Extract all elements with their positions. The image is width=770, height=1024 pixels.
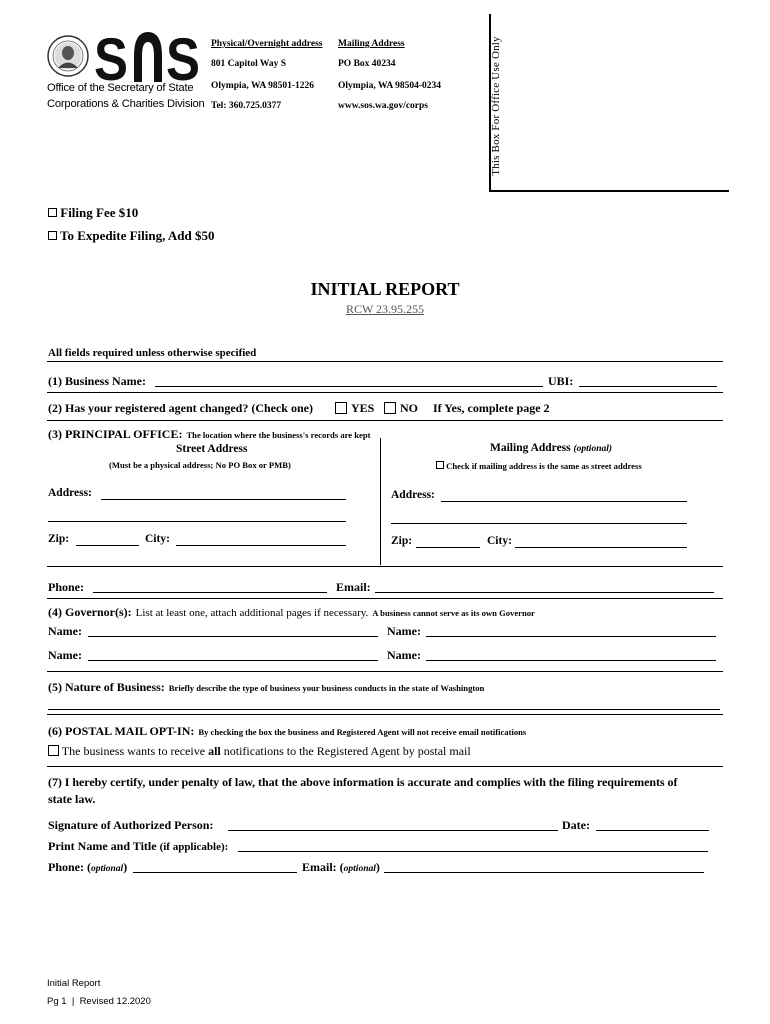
date-field[interactable]: [596, 830, 709, 831]
website-link[interactable]: www.sos.wa.gov/corps: [338, 101, 428, 111]
mailing-optional: (optional): [573, 444, 613, 454]
yes-label: YES: [351, 401, 375, 415]
print-name-text: Print Name and Title: [48, 839, 157, 853]
street-address-note: (Must be a physical address; No PO Box or PMB): [109, 460, 291, 470]
state-seal-icon: [47, 35, 89, 77]
office-use-box: [489, 14, 729, 192]
agent-changed-question: (2) Has your registered agent changed? (Check one): [48, 401, 313, 415]
physical-address-title: Physical/Overnight address: [211, 39, 323, 49]
same-address-checkbox[interactable]: [436, 461, 444, 469]
sig-phone-optional: optional: [91, 864, 124, 874]
certify-text-2: state law.: [48, 792, 96, 806]
governors-title: (4) Governor(s):: [48, 605, 132, 619]
mailing-city-label: City:: [487, 535, 512, 547]
email-label: Email:: [336, 580, 371, 594]
mailing-address-label: Address:: [391, 489, 435, 501]
governor-name-label: Name:: [387, 624, 421, 638]
postal-optin-heading: [48, 722, 526, 740]
mailing-heading-text: Mailing Address: [490, 442, 571, 454]
street-address-field-2[interactable]: [48, 521, 346, 522]
agent-changed-note: If Yes, complete page 2: [433, 401, 550, 415]
sig-phone-label: Phone: (optional): [48, 860, 128, 874]
filing-fee-checkbox[interactable]: [48, 208, 57, 217]
phone-field[interactable]: [93, 592, 327, 593]
governor-name-field-3[interactable]: [88, 660, 378, 661]
certify-text: (7) I hereby certify, under penalty of law, that the above information is accurate and complies with the filing requirements of: [48, 775, 678, 789]
required-note: All fields required unless otherwise specified: [48, 347, 257, 359]
ubi-label: UBI:: [548, 374, 574, 388]
ubi-field[interactable]: [579, 386, 717, 387]
print-name-suffix: (if applicable):: [159, 841, 229, 853]
office-name: Office of the Secretary of State: [47, 82, 194, 94]
email-field[interactable]: [375, 592, 714, 593]
rcw-reference[interactable]: RCW 23.95.255: [345, 302, 425, 316]
street-zip-field[interactable]: [76, 545, 139, 546]
expedite-label: To Expedite Filing, Add $50: [60, 228, 215, 243]
nature-heading: [48, 678, 484, 696]
phone-label: Phone:: [48, 580, 84, 594]
street-address-field[interactable]: [101, 499, 346, 500]
date-label: Date:: [562, 818, 590, 832]
expedite-checkbox[interactable]: [48, 231, 57, 240]
street-address-heading: Street Address: [176, 443, 248, 455]
principal-office-subtitle: The location where the business's records are kept: [186, 430, 371, 440]
postal-optin-title: (6) POSTAL MAIL OPT-IN:: [48, 724, 195, 738]
physical-address-line: Tel: 360.725.0377: [211, 101, 282, 111]
same-address-label: Check if mailing address is the same as street address: [446, 461, 642, 471]
business-name-field[interactable]: [155, 386, 543, 387]
business-name-label: (1) Business Name:: [48, 374, 146, 388]
nature-title: (5) Nature of Business:: [48, 680, 165, 694]
no-label: NO: [400, 401, 418, 415]
divider: [47, 714, 723, 715]
svg-text:S: S: [166, 26, 200, 93]
governor-name-label: Name:: [48, 648, 82, 662]
physical-address-line: Olympia, WA 98501-1226: [211, 81, 315, 91]
divider: [47, 766, 723, 767]
column-divider: [380, 438, 381, 565]
mailing-address-heading: [490, 442, 612, 454]
governors-heading: [48, 603, 535, 621]
sig-phone-text: Phone:: [48, 860, 84, 874]
postal-optin-option[interactable]: [48, 744, 471, 759]
mailing-address-line: Olympia, WA 98504-0234: [338, 81, 442, 91]
office-use-label: This Box For Office Use Only: [490, 36, 502, 176]
postal-optin-text-pre: The business wants to receive: [61, 744, 209, 758]
mailing-city-field[interactable]: [515, 547, 687, 548]
divider: [47, 420, 723, 421]
governor-name-label: Name:: [48, 624, 82, 638]
sig-email-optional: optional: [343, 864, 376, 874]
mailing-zip-label: Zip:: [391, 535, 413, 547]
mailing-address-title: Mailing Address: [338, 39, 405, 49]
postal-optin-text-bold: all: [208, 744, 221, 758]
governor-name-field-1[interactable]: [88, 636, 378, 637]
mailing-zip-field[interactable]: [416, 547, 480, 548]
principal-office-heading: [48, 425, 371, 443]
nature-field[interactable]: [48, 709, 720, 710]
footer-title: Initial Report: [47, 978, 101, 989]
agent-changed-no-checkbox[interactable]: [384, 402, 396, 414]
divider: [47, 671, 723, 672]
signature-field[interactable]: [228, 830, 558, 831]
footer-page: Pg 1 | Revised 12.2020: [47, 996, 151, 1007]
sig-email-field[interactable]: [384, 872, 704, 873]
form-title: INITIAL REPORT: [310, 279, 460, 299]
governor-name-field-2[interactable]: [426, 636, 716, 637]
governor-name-field-4[interactable]: [426, 660, 716, 661]
division-name: Corporations & Charities Division: [47, 98, 205, 110]
divider: [47, 566, 723, 567]
mailing-address-field-2[interactable]: [391, 523, 687, 524]
postal-optin-checkbox[interactable]: [48, 745, 59, 756]
postal-optin-text-post: notifications to the Registered Agent by postal mail: [220, 744, 471, 758]
same-address-option[interactable]: [436, 461, 642, 471]
sig-email-label: Email: (optional): [302, 860, 380, 874]
divider: [47, 598, 723, 599]
governors-desc: List at least one, attach additional pages if necessary.: [135, 607, 369, 619]
print-name-field[interactable]: [238, 851, 708, 852]
nature-desc: Briefly describe the type of business your business conducts in the state of Washington: [168, 683, 485, 693]
divider: [47, 392, 723, 393]
street-zip-label: Zip:: [48, 533, 70, 545]
mailing-address-line: PO Box 40234: [338, 59, 396, 69]
governors-note: A business cannot serve as its own Governor: [372, 608, 535, 618]
svg-text:S: S: [94, 26, 128, 93]
agent-changed-yes-checkbox[interactable]: [335, 402, 347, 414]
sig-email-text: Email:: [302, 860, 337, 874]
street-city-label: City:: [145, 533, 170, 545]
signature-label: Signature of Authorized Person:: [48, 818, 214, 832]
expedite-option[interactable]: [48, 228, 215, 244]
street-city-field[interactable]: [176, 545, 346, 546]
filing-fee-label: Filing Fee $10: [60, 205, 139, 220]
governor-name-label: Name:: [387, 648, 421, 662]
postal-optin-desc: By checking the box the business and Registered Agent will not receive email notifications: [198, 727, 527, 737]
filing-fee-option[interactable]: [48, 205, 138, 221]
street-address-label: Address:: [48, 487, 92, 499]
physical-address-line: 801 Capitol Way S: [211, 59, 287, 69]
principal-office-title: (3) PRINCIPAL OFFICE:: [48, 427, 183, 441]
mailing-address-field[interactable]: [441, 501, 687, 502]
print-name-label: [48, 839, 228, 854]
divider: [47, 361, 723, 362]
sig-phone-field[interactable]: [133, 872, 297, 873]
